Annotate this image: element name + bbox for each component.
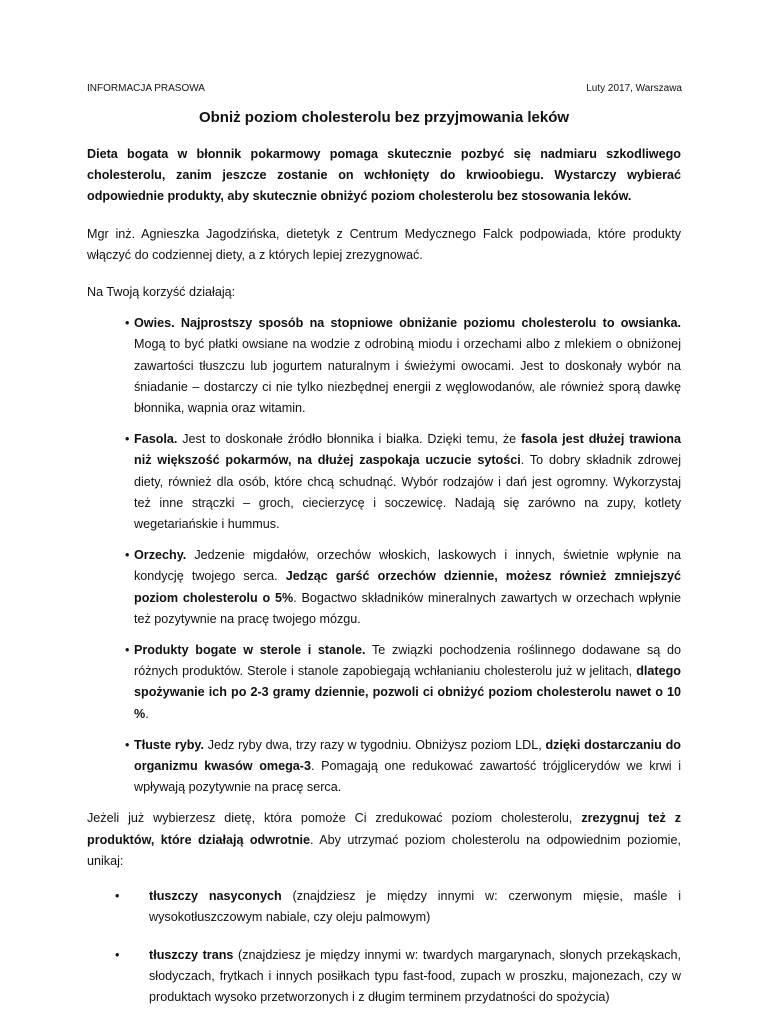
item-text: Jedzenie migdałów, orzechów włoskich, laskowych i innych, świetnie wpłynie na kondycję twojego serca.: [134, 548, 681, 584]
benefits-list: [87, 313, 681, 798]
closing-bold: zrezygnuj też z produktów, które działają odwrotnie: [87, 811, 682, 847]
list-item: [125, 429, 681, 535]
document-title: Obniż poziom cholesterolu bez przyjmowania leków: [198, 109, 570, 126]
item-text: .: [145, 706, 149, 721]
item-text: Jest to doskonałe źródło błonnika i białka. Dzięki temu, że: [177, 432, 521, 447]
closing-paragraph: [87, 808, 681, 872]
avoid-bold: tłuszczy nasyconych: [149, 889, 282, 904]
closing-text: . Aby utrzymać poziom cholesterolu na odpowiednim poziomie, unikaj:: [87, 832, 681, 868]
bullet-icon: •: [115, 947, 120, 962]
item-text: . Pomagają one redukować zawartość trójglicerydów we krwi i wpływają pozytywnie na pracę serca.: [134, 759, 681, 795]
item-bold: Owies. Najprostszy sposób na stopniowe obniżanie poziomu cholesterolu to owsianka.: [134, 316, 681, 331]
closing-text: Jeżeli już wybierzesz dietę, która pomoże Ci zredukować poziom cholesterolu,: [87, 811, 582, 826]
item-text: Te związki pochodzenia roślinnego dodawane są do różnych produktów. Sterole i stanole zapobiegają wchłanianiu cholesterolu już w jelitach,: [134, 643, 681, 679]
item-bold: dlatego spożywanie ich po 2-3 gramy dziennie, pozwoli ci obniżyć poziom cholesterolu nawet o 10 %: [134, 664, 681, 721]
avoid-text: (znajdziesz je między innymi w: twardych margarynach, słonych przekąskach, słodyczach, frytkach i innych posiłkach typu fast-food, zupach w proszku, majonezach, czy w produktach wysoko przetworzonych i z długim terminem przydatności do spożycia): [149, 947, 681, 1004]
item-bold: Produkty bogate w sterole i stanole.: [134, 643, 366, 658]
item-bold: Tłuste ryby.: [134, 737, 204, 752]
bullet-icon: •: [125, 432, 130, 447]
header-label: INFORMACJA PRASOWA: [87, 83, 205, 94]
bullet-icon: •: [115, 889, 120, 904]
list-item: [115, 886, 681, 928]
item-bold: Fasola.: [134, 432, 178, 447]
item-bold: Jedząc garść orzechów dziennie, możesz również zmniejszyć poziom cholesterolu o 5%: [134, 569, 681, 605]
bullet-icon: •: [125, 548, 130, 563]
lead-paragraph: Dieta bogata w błonnik pokarmowy pomaga skutecznie pozbyć się nadmiaru szkodliwego cholesterolu, zanim jeszcze zostanie on wchłonięty do krwioobiegu. Wystarczy wybierać odpowiednie produkty, aby skutecznie obniżyć poziom cholesterolu bez stosowania leków.: [87, 147, 681, 204]
list-item: [125, 313, 681, 419]
item-bold: dzięki dostarczaniu do organizmu kwasów omega-3: [134, 737, 681, 774]
list-item: [125, 640, 681, 725]
avoid-text: (znajdziesz je między innymi w: czerwonym mięsie, maśle i wysokotłuszczowym nabiale, czy oleju palmowym): [149, 889, 681, 925]
bullet-icon: •: [125, 737, 130, 752]
item-bold: fasola jest dłużej trawiona niż większość pokarmów, na dłużej zaspokaja uczucie sytości: [134, 432, 681, 468]
avoid-list: [87, 886, 681, 1008]
item-bold: Orzechy.: [134, 548, 187, 563]
item-text: . To dobry składnik zdrowej diety, również dla osób, które chcą schudnąć. Wybór rodzajów i dań jest ogromny. Wykorzystaj też inne strączki – groch, ciecierzycę i soczewicę. Nadają się zarówno na zupy, kotlety wegetariańskie i hummus.: [134, 453, 681, 532]
benefits-heading: Na Twoją korzyść działają:: [87, 285, 236, 300]
document-body: [87, 144, 681, 1024]
intro-paragraph: Mgr inż. Agnieszka Jagodzińska, dietetyk z Centrum Medycznego Falck podpowiada, które produkty włączyć do codziennej diety, a z których lepiej zrezygnować.: [87, 226, 681, 262]
item-text: Mogą to być płatki owsiane na wodzie z odrobiną miodu i orzechami albo z mlekiem o obniżonej zawartości tłuszczu lub jogurtem naturalnym i świeżymi owocami. Jest to doskonały wybór na śniadanie – dostarczy ci nie tylko niezbędnej energii z węglowodanów, ale również sporą dawkę błonnika, wapnia oraz witamin.: [134, 337, 681, 416]
list-item: [125, 735, 681, 799]
bullet-icon: •: [125, 316, 130, 331]
list-item: [115, 945, 681, 1009]
list-item: [125, 545, 681, 630]
bullet-icon: •: [125, 643, 130, 658]
item-text: Jedz ryby dwa, trzy razy w tygodniu. Obniżysz poziom LDL,: [204, 737, 546, 752]
header-date: Luty 2017, Warszawa: [586, 83, 682, 94]
avoid-bold: tłuszczy trans: [149, 947, 234, 962]
item-text: . Bogactwo składników mineralnych zawartych w orzechach wpłynie też pozytywnie na pracę twojego mózgu.: [134, 590, 681, 626]
